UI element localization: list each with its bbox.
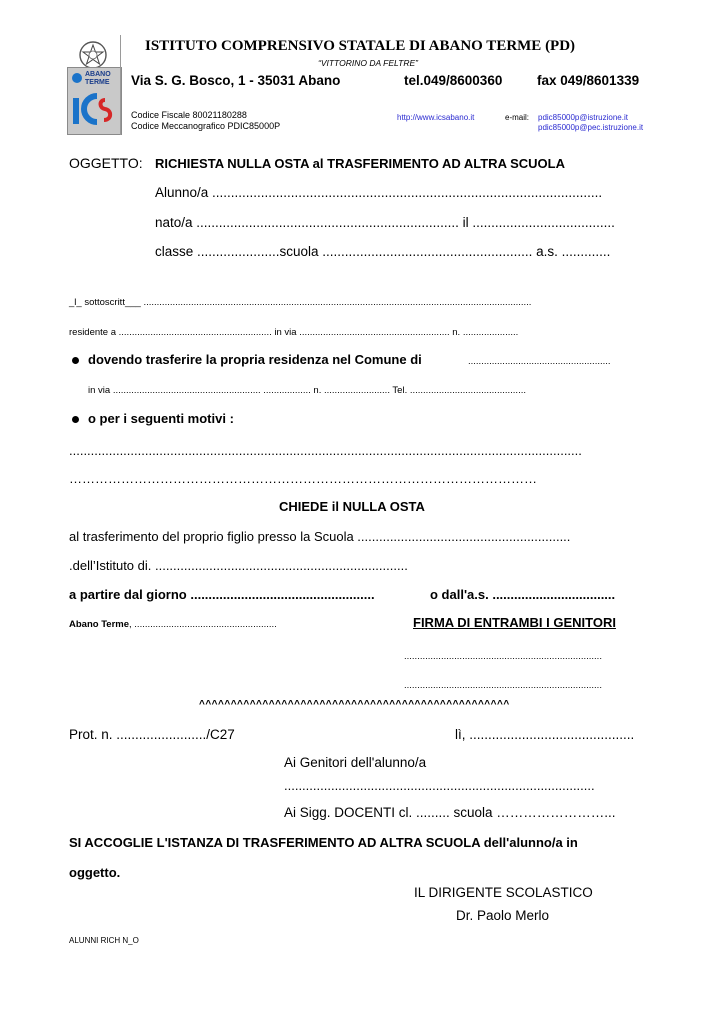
signature-line-1: ........................................................................... (404, 651, 602, 662)
institute-subtitle: “VITTORINO DA FELTRE” (318, 58, 418, 68)
address: Via S. G. Bosco, 1 - 35031 Abano (131, 73, 341, 88)
oggetto-label: OGGETTO: (69, 155, 143, 171)
partire-field: a partire dal giorno ................................................... (69, 587, 375, 602)
phone: tel.049/8600360 (404, 73, 503, 88)
abano-date-dots: , ...................................................... (129, 619, 277, 630)
sottoscritto-field: _l_ sottoscritt___ ................................................................................................................................................... (69, 297, 532, 308)
trasferimento-field: al trasferimento del proprio figlio presso la Scuola ........................................................... (69, 529, 571, 544)
header-divider (120, 35, 121, 135)
alunno-field: Alunno/a ........................................................................................................ (155, 185, 603, 200)
school-logo (67, 67, 122, 135)
dall-as-field: o dall'a.s. .................................. (430, 587, 616, 602)
oggetto-end: oggetto. (69, 865, 121, 880)
bullet1-dots: ...................................................... (468, 356, 611, 367)
istituto-field: .dell’Istituto di. ...................................................................... (69, 558, 408, 573)
invia-field: in via ........................................................ .................. n. ......................... Tel. ............................................ (88, 385, 526, 396)
dirigente-title: IL DIRIGENTE SCOLASTICO (414, 885, 593, 900)
logo-text-1: ABANO (85, 71, 111, 78)
residente-field: residente a .......................................................... in via ......................................................... n. ..................... (69, 327, 519, 338)
nato-field: nato/a ...................................................................... il ...................................... (155, 215, 615, 230)
institute-name: ISTITUTO COMPRENSIVO STATALE DI ABANO TERME (PD) (145, 38, 576, 54)
separator-carets: ^^^^^^^^^^^^^^^^^^^^^^^^^^^^^^^^^^^^^^^^^^^^^^^^^ (199, 699, 510, 710)
codice-meccanografico: Codice Meccanografico PDIC85000P (131, 121, 281, 131)
republic-emblem (78, 40, 108, 70)
signature-line-2: ........................................................................... (404, 680, 602, 691)
email-link-1[interactable]: pdic85000p@istruzione.it (538, 113, 628, 122)
bullet-icon (72, 416, 79, 423)
bullet-icon (72, 357, 79, 364)
chiede-heading: CHIEDE il NULLA OSTA (279, 499, 425, 514)
bullet2-text: o per i seguenti motivi : (88, 411, 234, 426)
motivi-line-2: ……………………………………………………………………………………………… (69, 471, 537, 486)
bullet1-text: dovendo trasferire la propria residenza nel Comune di (88, 352, 422, 367)
classe-field: classe ......................scuola ........................................................ a.s. ............. (155, 244, 611, 259)
li-field: lì, ............................................ (455, 727, 635, 742)
footer-code: ALUNNI RICH N_O (69, 936, 139, 945)
abano-place (69, 619, 277, 630)
codice-fiscale: Codice Fiscale 80021180288 (131, 110, 247, 120)
logo-text-2: TERME (85, 79, 110, 86)
genitori-dots: ...................................................................................... (284, 778, 595, 793)
dirigente-name: Dr. Paolo Merlo (456, 908, 550, 923)
website-link[interactable]: http://www.icsabano.it (397, 113, 475, 122)
ai-sigg-docenti: Ai Sigg. DOCENTI cl. ......... scuola ……………………... (284, 805, 616, 820)
abano-terme-label: Abano Terme (69, 619, 130, 630)
fax: fax 049/8601339 (537, 73, 640, 88)
accoglie-text: SI ACCOGLIE L'ISTANZA DI TRASFERIMENTO AD ALTRA SCUOLA dell'alunno/a in (69, 835, 578, 850)
email-label: e-mail: (505, 113, 530, 122)
firma-heading: FIRMA DI ENTRAMBI I GENITORI (413, 615, 616, 630)
prot-field: Prot. n. ......................../C27 (69, 727, 235, 742)
email-link-2[interactable]: pdic85000p@pec.istruzione.it (538, 123, 644, 132)
ai-genitori: Ai Genitori dell'alunno/a (284, 755, 427, 770)
oggetto-text: RICHIESTA NULLA OSTA al TRASFERIMENTO AD ALTRA SCUOLA (155, 156, 565, 171)
motivi-line-1: .............................................................................................................................................. (69, 443, 582, 458)
